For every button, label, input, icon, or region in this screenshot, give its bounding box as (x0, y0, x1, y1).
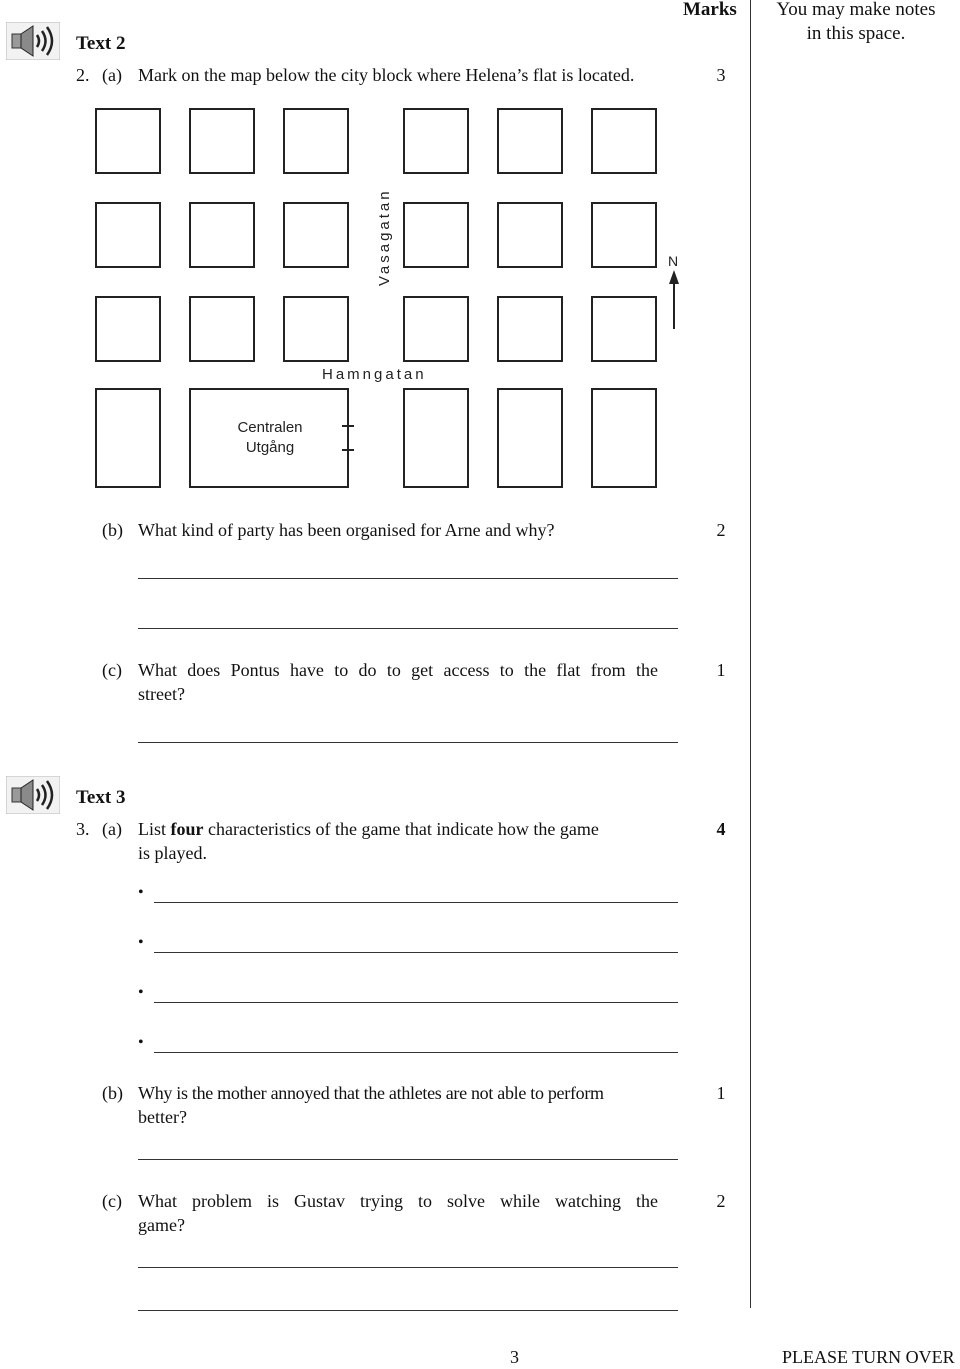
q3b-part: (b) (102, 1083, 123, 1103)
q3c-part: (c) (102, 1191, 122, 1211)
city-block[interactable] (497, 388, 563, 488)
q3a-post: characteristics of the game that indicate how the game (203, 819, 599, 839)
notes-line2: in this space. (806, 23, 906, 44)
q3a-marks: 4 (716, 819, 726, 839)
north-arrow-icon (667, 270, 681, 330)
q3a-bold: four (170, 819, 204, 839)
city-block[interactable] (403, 388, 469, 488)
notes-line1: You may make notes (776, 0, 936, 20)
q2b-question: What kind of party has been organised for Arne and why? (138, 520, 555, 540)
city-block[interactable] (283, 202, 349, 268)
q2c-part: (c) (102, 660, 122, 680)
q2a-number: 2. (76, 65, 90, 85)
bullet: • (138, 1034, 144, 1051)
city-block[interactable] (95, 388, 161, 488)
q3b-marks: 1 (716, 1083, 726, 1103)
station-label (191, 418, 349, 458)
city-block[interactable] (95, 108, 161, 174)
answer-line[interactable] (138, 1267, 678, 1268)
street-vasagatan: Vasagatan (376, 188, 393, 286)
station-exit: Utgång (245, 439, 295, 456)
city-block[interactable] (403, 108, 469, 174)
q2a-question: Mark on the map below the city block where Helena’s flat is located. (138, 65, 635, 85)
city-block[interactable] (591, 296, 657, 362)
answer-line[interactable] (154, 952, 678, 953)
text2-heading: Text 2 (76, 33, 126, 54)
q2c-question-line1: What does Pontus have to do to get access to the flat from the (138, 660, 658, 680)
answer-line[interactable] (138, 578, 678, 579)
answer-line[interactable] (154, 1052, 678, 1053)
q3b-question-line1: Why is the mother annoyed that the athletes are not able to perform (138, 1083, 604, 1103)
q2b-part: (b) (102, 520, 123, 540)
city-block[interactable] (95, 202, 161, 268)
q2a-part: (a) (102, 65, 122, 85)
exit-marker (342, 425, 354, 427)
city-block[interactable] (189, 296, 255, 362)
q3a-question-line1 (138, 817, 658, 841)
station-name: Centralen (237, 419, 303, 436)
q2c-question-line2: street? (138, 684, 185, 704)
city-block[interactable] (403, 202, 469, 268)
notes-heading (752, 0, 960, 46)
marks-label: Marks (683, 0, 737, 20)
answer-line[interactable] (138, 1310, 678, 1311)
exit-marker (342, 449, 354, 451)
page-number: 3 (510, 1347, 519, 1367)
q2c-marks: 1 (716, 660, 726, 680)
speaker-icon[interactable] (6, 776, 60, 814)
q3a-question-line2: is played. (138, 843, 207, 863)
city-block[interactable] (591, 388, 657, 488)
city-block[interactable] (497, 296, 563, 362)
turn-over-label: PLEASE TURN OVER (782, 1347, 955, 1367)
bullet: • (138, 934, 144, 951)
q3b-question-line2: better? (138, 1107, 187, 1127)
answer-line[interactable] (154, 902, 678, 903)
north-label: N (668, 253, 679, 269)
answer-line[interactable] (138, 742, 678, 743)
bullet: • (138, 984, 144, 1001)
margin-rule (750, 0, 751, 1308)
city-block[interactable] (283, 108, 349, 174)
q3c-marks: 2 (716, 1191, 726, 1211)
street-hamngatan: Hamngatan (322, 366, 427, 383)
city-block[interactable] (591, 108, 657, 174)
city-block[interactable] (591, 202, 657, 268)
city-block[interactable] (189, 202, 255, 268)
q3a-part: (a) (102, 819, 122, 839)
city-block[interactable] (403, 296, 469, 362)
bullet: • (138, 884, 144, 901)
city-block[interactable] (497, 108, 563, 174)
answer-line[interactable] (138, 1159, 678, 1160)
centralen-block[interactable] (189, 388, 349, 488)
answer-line[interactable] (138, 628, 678, 629)
q2b-marks: 2 (716, 520, 726, 540)
answer-line[interactable] (154, 1002, 678, 1003)
q3c-question-line1: What problem is Gustav trying to solve while watching the (138, 1191, 658, 1211)
city-map[interactable] (0, 0, 750, 500)
city-block[interactable] (189, 108, 255, 174)
q3c-question-line2: game? (138, 1215, 185, 1235)
q3a-number: 3. (76, 819, 90, 839)
city-block[interactable] (283, 296, 349, 362)
city-block[interactable] (95, 296, 161, 362)
text3-heading: Text 3 (76, 787, 126, 808)
q3a-pre: List (138, 819, 171, 839)
city-block[interactable] (497, 202, 563, 268)
q2a-marks: 3 (716, 65, 726, 85)
